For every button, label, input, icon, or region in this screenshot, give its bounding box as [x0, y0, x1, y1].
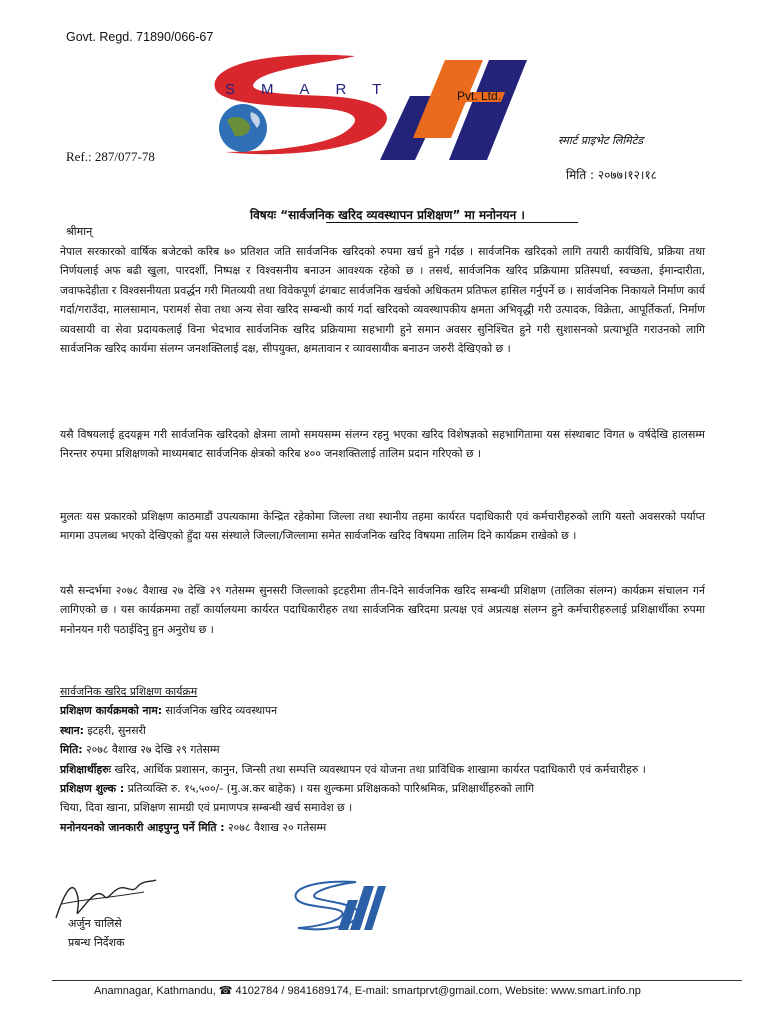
body-paragraph: यसै विषयलाई हृदयङ्गम गरी सार्वजनिक खरिदको क्षेत्रमा लामो समयसम्म संलग्न रहनु भएका खरिद विशेषज्ञको सहभागितामा यस संस्थाबाट विगत ७ वर्षदेखि हालसम्म निरन्तर रुपमा प्रशिक्षणको माध्यमबाट सार्वजनिक क्षेत्रको करिब ४०० जनशक्तिलाई तालिम प्रदान गरिएको छ ।	[60, 428, 705, 461]
program-trainees-row	[60, 760, 710, 779]
program-date-value: २०७८ वैशाख २७ देखि २९ गतेसम्म	[82, 743, 220, 757]
program-name-label: प्रशिक्षण कार्यक्रमको नाम:	[60, 704, 163, 718]
program-heading: सार्वजनिक खरिद प्रशिक्षण कार्यक्रम	[60, 685, 198, 698]
footer-contact: Anamnagar, Kathmandu, ☎ 4102784 / 9841689174, E-mail: smartprvt@gmail.com, Website: www.smart.info.np	[94, 985, 641, 997]
company-stamp	[286, 878, 386, 933]
subject-underline	[326, 222, 578, 223]
logo-pvt-text: Pvt. Ltd.	[457, 89, 502, 103]
program-deadline-row	[60, 818, 710, 837]
letter-date: मिति : २०७७।१२।१८	[566, 168, 657, 182]
program-trainees-value: खरिद, आर्थिक प्रशासन, कानुन, जिन्सी तथा सम्पत्ति व्यवस्थापन एवं योजना तथा प्राविधिक शाखामा कार्यरत पदाधिकारी एवं कर्मचारीहरु ।	[110, 762, 646, 776]
footer-divider	[52, 980, 742, 981]
program-name-row	[60, 701, 710, 720]
program-place-value: इटहरी, सुनसरी	[84, 723, 146, 737]
program-name-value: सार्वजनिक खरिद व्यवस्थापन	[162, 704, 278, 718]
subject-line: विषयः “सार्वजनिक खरिद व्यवस्थापन प्रशिक्षण” मा मनोनयन ।	[250, 208, 525, 222]
program-date-row	[60, 740, 710, 759]
logo-brand-text: SMART	[225, 81, 408, 98]
signatory-name: अर्जुन चालिसे	[68, 917, 122, 930]
program-fee-label: प्रशिक्षण शुल्क :	[60, 782, 125, 796]
body-paragraph: मुलतः यस प्रकारको प्रशिक्षण काठमाडौं उपत्यकामा केन्द्रित रहेकोमा जिल्ला तथा स्थानीय तहमा कार्यरत पदाधिकारी एवं कर्मचारीहरुको लागि यस्तो अवसरको पर्याप्त मागमा उपलब्ध भएको देखिएको हुँदा यस संस्थाले जिल्ला/जिल्लामा समेत सार्वजनिक खरिद विषयमा तालिम दिने कार्यक्रम राखेको छ ।	[60, 510, 705, 543]
registration-number: Govt. Regd. 71890/066-67	[66, 30, 214, 44]
program-details	[60, 682, 710, 837]
program-deadline-label: मनोनयनको जानकारी आइपुग्नु पर्ने मिति :	[60, 820, 225, 834]
program-date-label: मिति:	[60, 743, 83, 757]
signatory-title: प्रबन्ध निर्देशक	[68, 936, 125, 949]
program-place-row	[60, 721, 710, 740]
program-fee-value-cont: चिया, दिवा खाना, प्रशिक्षण सामग्री एवं प्रमाणपत्र सम्बन्धी खर्च समावेश छ ।	[60, 801, 353, 815]
body-paragraph: नेपाल सरकारको वार्षिक बजेटको करिब ७० प्रतिशत जति सार्वजनिक खरिदको रुपमा खर्च हुने गर्दछ । सार्वजनिक खरिदको लागि तयारी कार्यविधि, प्रक्रिया तथा निर्णयलाई अफ बढी खुला, पारदर्शी, निष्पक्ष र विश्वसनीय बनाउन आवश्यक रहेको छ । तसर्थ, सार्वजनिक खरिद प्रक्रियामा प्रतिस्पर्धा, स्वच्छता, ईमान्दारीता, जवाफदेहीता र विश्वसनीयता प्रवर्द्धन गरी मितव्ययी तथा विवेकपूर्ण ढंगबाट सार्वजनिक खर्चको अधिकतम प्रतिफल हासिल गर्नुपर्ने छ । सार्वजनिक निकायले निर्माण कार्य गर्दा/गराउँदा, मालसामान, परामर्श सेवा तथा अन्य सेवा खरिद सम्बन्धी कार्य गर्दा खरिदको व्यवस्थापकीय क्षमता अभिवृद्धी गरी उत्पादक, विक्रेता, आपूर्तिकर्ता, निर्माण व्यवसायी वा सेवा प्रदायकलाई विना भेदभाव सार्वजनिक खरिद प्रक्रियामा सहभागी हुने समान अवसर सुनिश्चित हुने गरी सुशासनको प्रत्याभूति गराउनको लागि सार्वजनिक खरिद कार्यमा संलग्न जनशक्तिलाई दक्ष, सीपयुक्त, क्षमतावान र व्यावसायीक बनाउन जरुरी देखिएको छ ।	[60, 245, 705, 356]
company-logo	[205, 48, 545, 160]
salutation: श्रीमान्	[66, 225, 93, 238]
body-paragraph: यसै सन्दर्भमा २०७८ वैशाख २७ देखि २९ गतेसम्म सुनसरी जिल्लाको इटहरीमा तीन-दिने सार्वजनिक खरिद सम्बन्धी प्रशिक्षण (तालिका संलग्न) कार्यक्रम संचालन गर्न लागिएको छ । यस कार्यक्रममा तहाँ कार्यालयमा कार्यरत पदाधिकारीहरु तथा सार्वजनिक खरिदमा प्रत्यक्ष एवं अप्रत्यक्ष संलग्न हुने कर्मचारीहरुलाई प्रशिक्षार्थीका रुपमा मनोनयन गरी पठाईदिनु हुन अनुरोध छ ।	[60, 584, 705, 636]
program-trainees-label: प्रशिक्षार्थीहरुः	[60, 762, 111, 776]
reference-number: Ref.: 287/077-78	[66, 149, 155, 164]
program-place-label: स्थान:	[60, 723, 84, 737]
program-fee-value: प्रतिव्यक्ति रु. १५,५००/- (मु.अ.कर बाहेक) । यस शुल्कमा प्रशिक्षकको पारिश्रमिक, प्रशिक्षार्थीहरुको लागि	[124, 782, 535, 796]
program-deadline-value: २०७८ वैशाख २० गतेसम्म	[224, 820, 327, 834]
company-name-nepali: स्मार्ट प्राइभेट लिमिटेड	[558, 134, 644, 147]
program-fee-row	[60, 779, 710, 818]
